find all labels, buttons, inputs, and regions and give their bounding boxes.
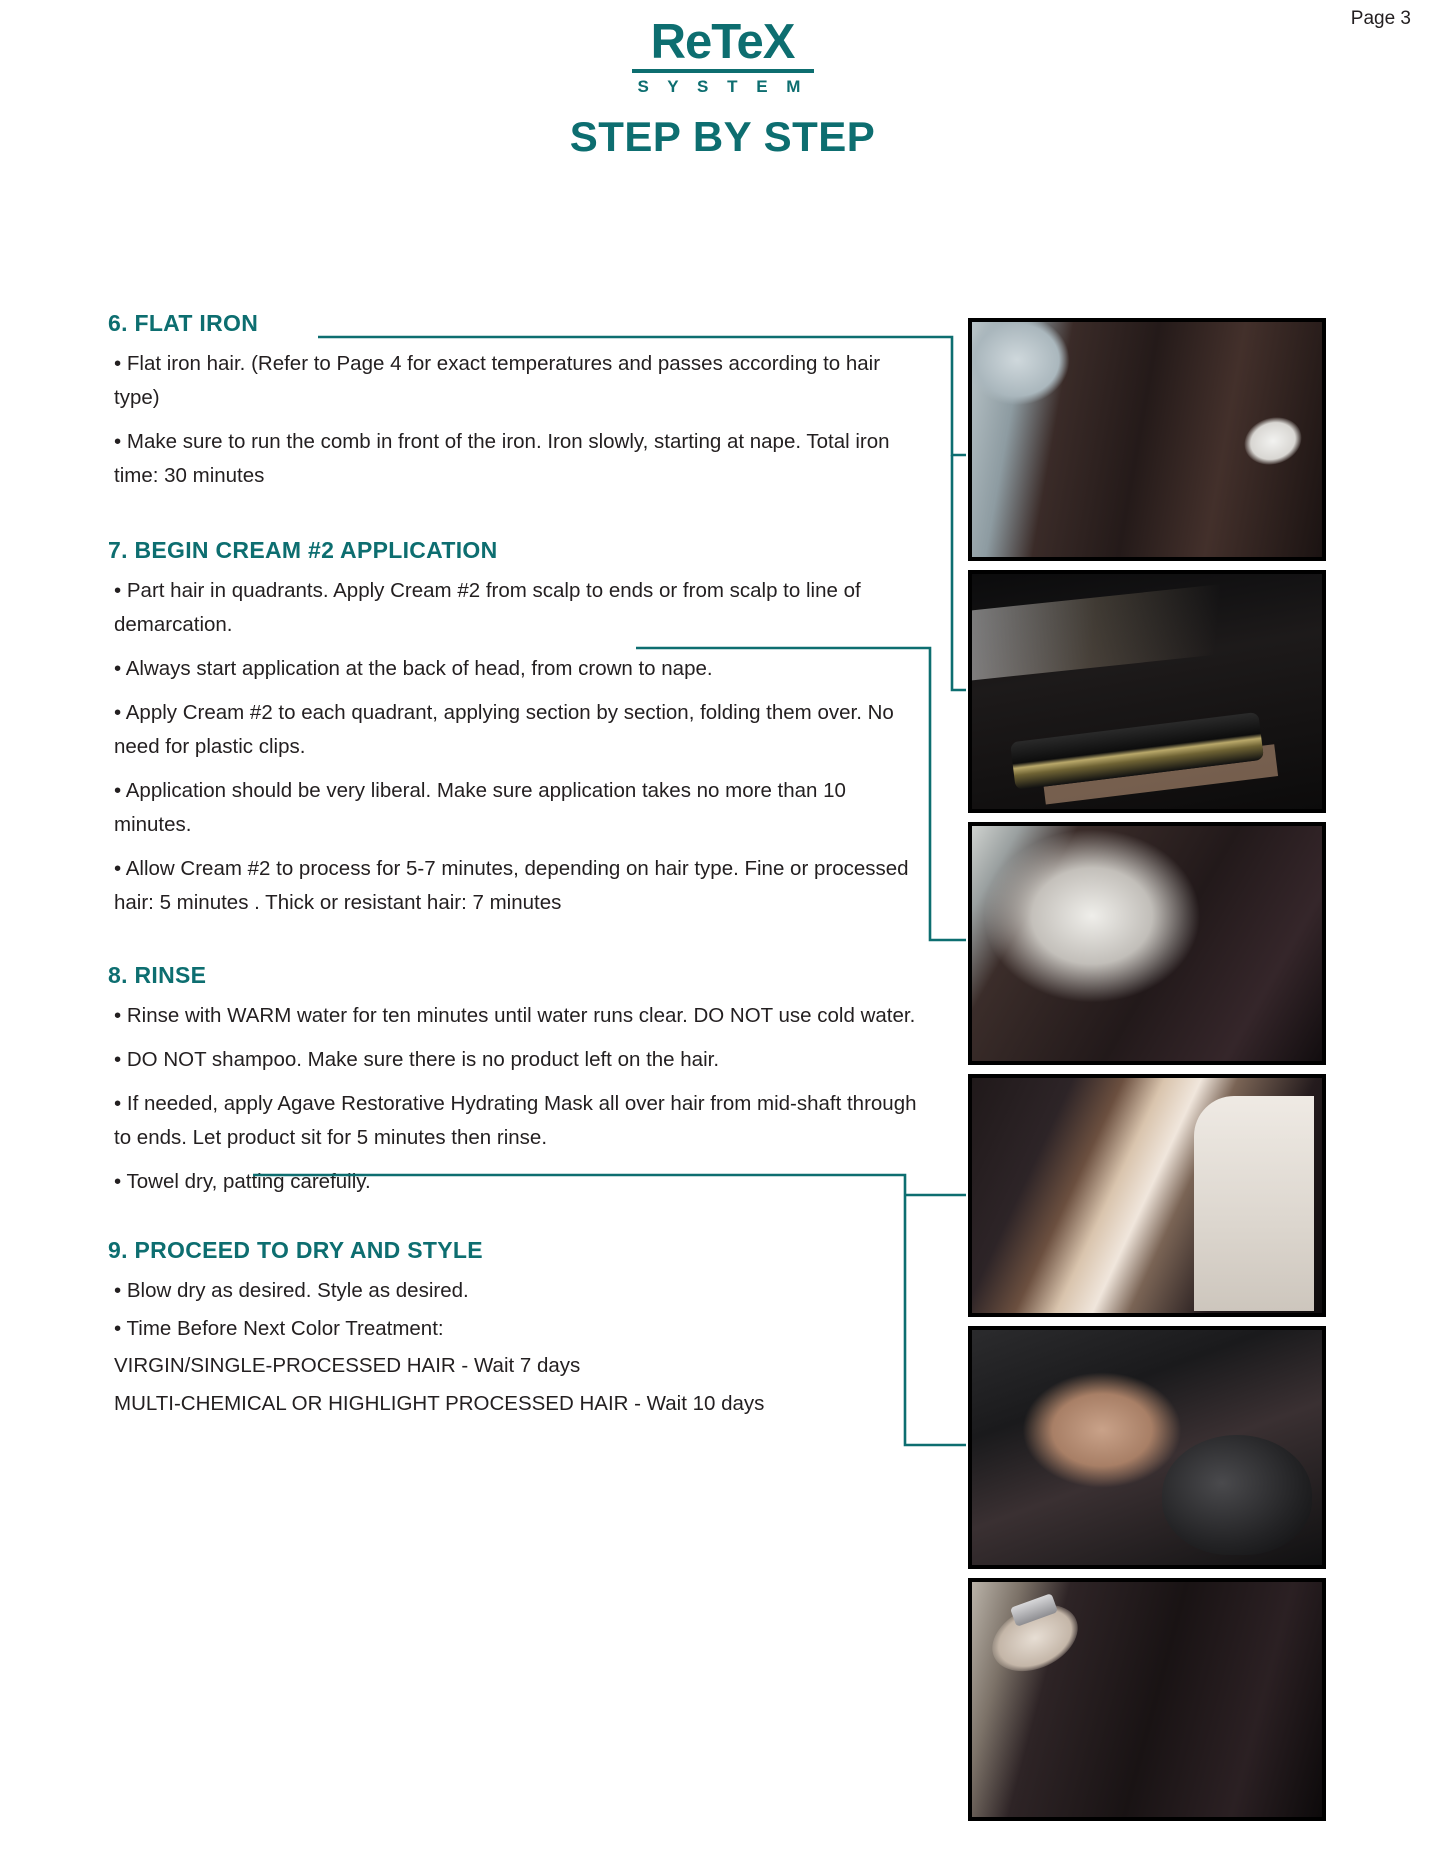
bullet-item: • Make sure to run the comb in front of the iron. Iron slowly, starting at nape. Total iron time: 30 minutes <box>114 430 890 488</box>
bullet-item: • DO NOT shampoo. Make sure there is no product left on the hair. <box>114 1048 720 1072</box>
photo-rinsing <box>968 1326 1326 1569</box>
bullet-item: • Apply Cream #2 to each quadrant, applying section by section, folding them over. No need for plastic clips. <box>114 701 894 759</box>
brand-header <box>0 15 1445 161</box>
photo-blow-dry-style <box>968 1578 1326 1821</box>
section-rinse <box>108 962 928 1199</box>
bullet-item: • Rinse with WARM water for ten minutes until water runs clear. DO NOT use cold water. <box>114 1004 916 1028</box>
bullet-item: • Part hair in quadrants. Apply Cream #2 from scalp to ends or from scalp to line of demarcation. <box>114 579 861 637</box>
section-heading-rinse: 8. RINSE <box>108 962 207 989</box>
section-flat-iron <box>108 310 928 493</box>
logo-underline <box>632 69 814 73</box>
bullet-item: • Time Before Next Color Treatment: <box>114 1317 444 1341</box>
bullet-item: • Allow Cream #2 to process for 5-7 minutes, depending on hair type. Fine or processed hair: 5 minutes . Thick or resistant hair: 7 minutes <box>114 857 909 915</box>
bullet-item: • Flat iron hair. (Refer to Page 4 for exact temperatures and passes according to hair type) <box>114 352 881 410</box>
section-heading-cream-2: 7. BEGIN CREAM #2 APPLICATION <box>108 537 498 564</box>
bullet-item: • Blow dry as desired. Style as desired. <box>114 1279 469 1303</box>
logo-text: ReTeX <box>650 15 795 69</box>
page-title: STEP BY STEP <box>569 113 876 160</box>
section-begin-cream-2 <box>108 537 928 920</box>
bullet-item: • Application should be very liberal. Make sure application takes no more than 10 minutes. <box>114 779 846 837</box>
photo-cream-strand <box>968 1074 1326 1317</box>
page-number: Page 3 <box>1350 8 1411 29</box>
photo-flat-ironing <box>968 570 1326 813</box>
note-line: VIRGIN/SINGLE-PROCESSED HAIR - Wait 7 days <box>114 1354 581 1378</box>
photo-cream-application <box>968 822 1326 1065</box>
logo-retex <box>632 15 814 73</box>
section-heading-dry-style: 9. PROCEED TO DRY AND STYLE <box>108 1237 483 1264</box>
section-heading-flat-iron: 6. FLAT IRON <box>108 310 259 336</box>
logo-subtitle: S Y S T E M <box>637 77 808 96</box>
photo-column <box>968 318 1328 1821</box>
section-proceed-to-dry-and-style <box>108 1237 928 1420</box>
note-line: MULTI-CHEMICAL OR HIGHLIGHT PROCESSED HAIR - Wait 10 days <box>114 1392 765 1416</box>
photo-sectioned-hair <box>968 318 1326 561</box>
instructions-column <box>108 310 928 1446</box>
bullet-item: • If needed, apply Agave Restorative Hydrating Mask all over hair from mid-shaft through to ends. Let product sit for 5 minutes then rinse. <box>114 1092 917 1150</box>
bullet-item: • Towel dry, patting carefully. <box>114 1170 371 1194</box>
bullet-item: • Always start application at the back of head, from crown to nape. <box>114 657 713 681</box>
